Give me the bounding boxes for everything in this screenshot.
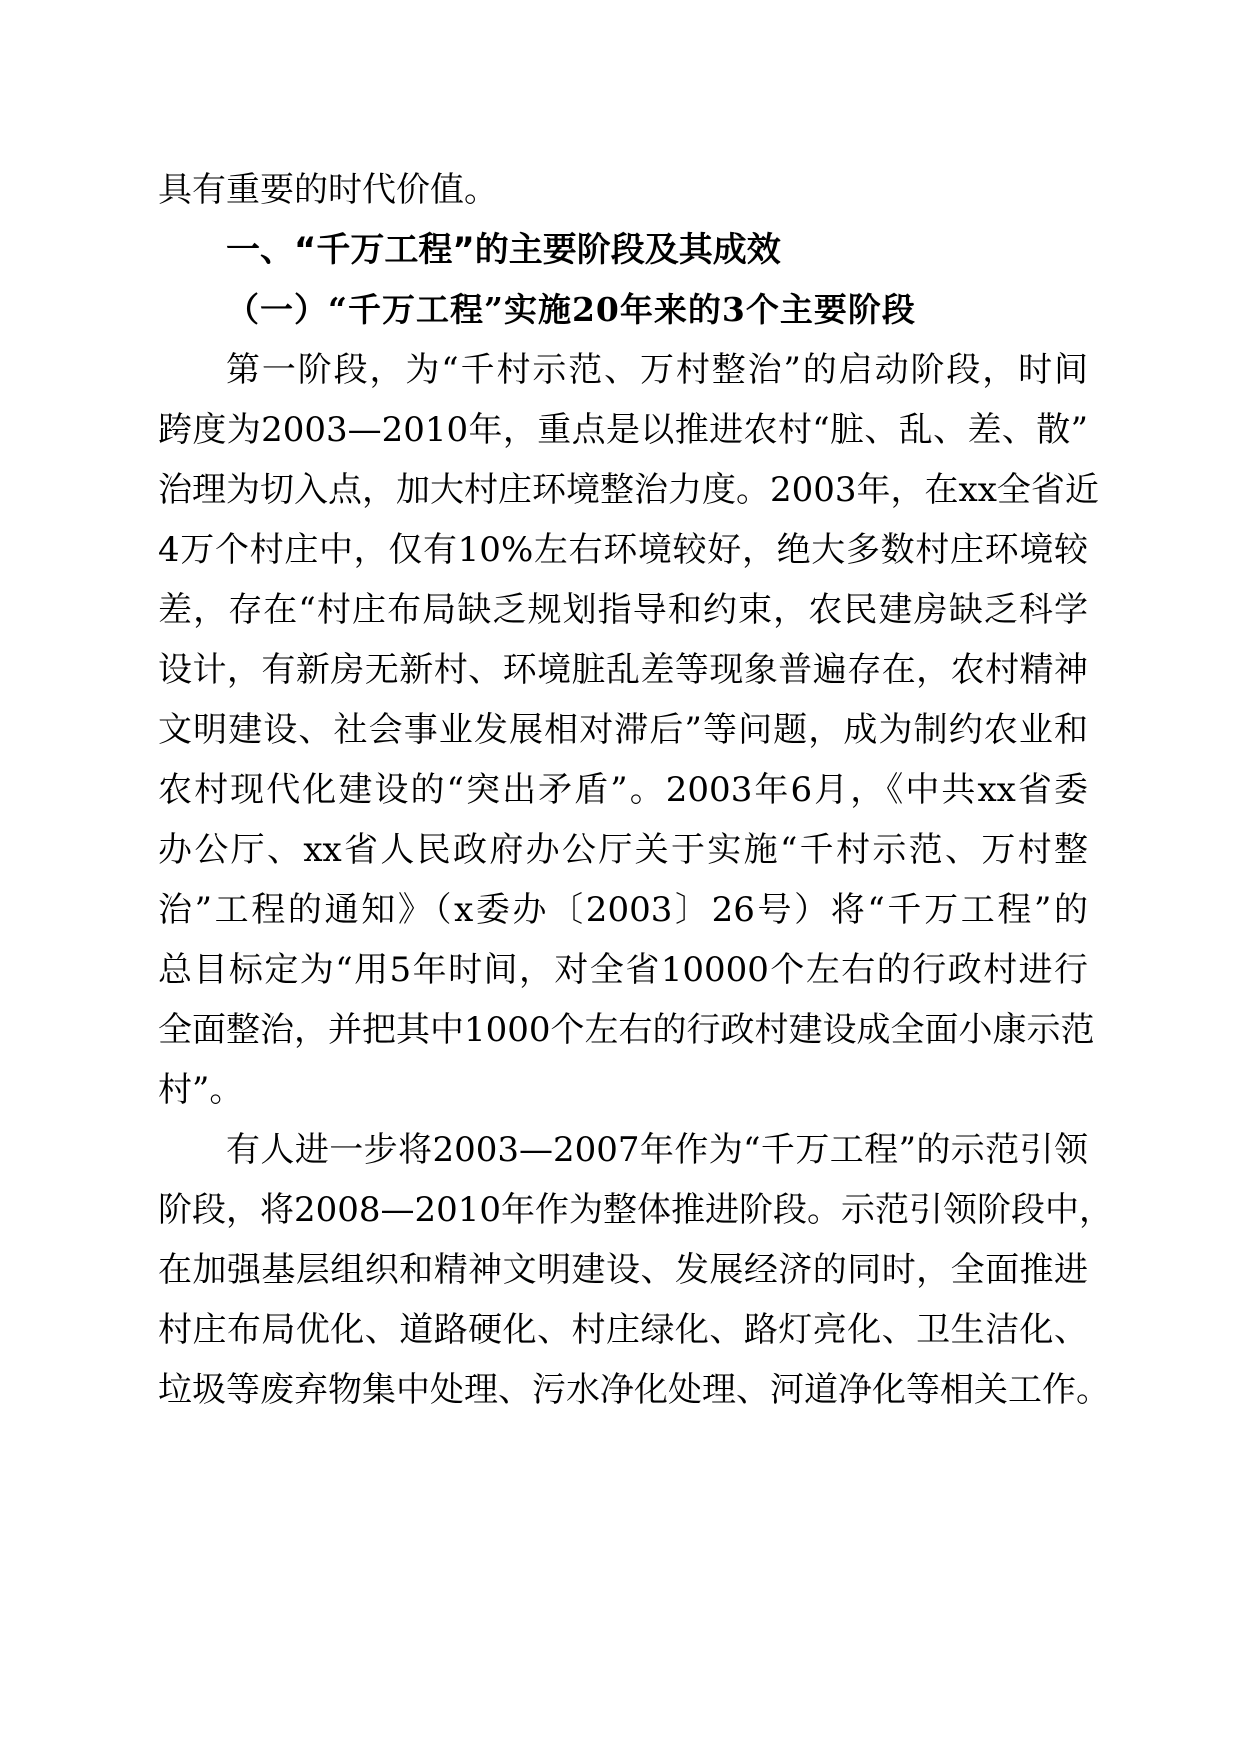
- paragraph-line: 垃圾等废弃物集中处理、污水净化处理、河道净化等相关工作。: [158, 1370, 1110, 1410]
- paragraph-line: 村”。: [158, 1070, 244, 1110]
- section-heading: 一、“千万工程”的主要阶段及其成效: [226, 230, 781, 270]
- paragraph-line: 4万个村庄中，仅有10%左右环境较好，绝大多数村庄环境较: [158, 530, 1088, 570]
- paragraph-line: 村庄布局优化、道路硬化、村庄绿化、路灯亮化、卫生洁化、: [158, 1310, 1088, 1350]
- paragraph-line: 在加强基层组织和精神文明建设、发展经济的同时，全面推进: [158, 1250, 1088, 1290]
- paragraph-line: 跨度为2003—2010年，重点是以推进农村“脏、乱、差、散”: [158, 410, 1088, 450]
- paragraph-line: 文明建设、社会事业发展相对滞后”等问题，成为制约农业和: [158, 710, 1088, 750]
- paragraph-line: 设计，有新房无新村、环境脏乱差等现象普遍存在，农村精神: [158, 650, 1088, 690]
- paragraph-line: 差，存在“村庄布局缺乏规划指导和约束，农民建房缺乏科学: [158, 590, 1088, 630]
- paragraph-line: 第一阶段，为“千村示范、万村整治”的启动阶段，时间: [226, 350, 1088, 390]
- paragraph-line: 治理为切入点，加大村庄环境整治力度。2003年，在xx全省近: [158, 470, 1099, 510]
- subsection-heading: （一）“千万工程”实施20年来的3个主要阶段: [226, 290, 916, 329]
- paragraph-line: 办公厅、xx省人民政府办公厅关于实施“千村示范、万村整: [158, 830, 1088, 870]
- paragraph-line: 治”工程的通知》（x委办〔2003〕26号）将“千万工程”的: [158, 890, 1088, 930]
- paragraph-line: 阶段，将2008—2010年作为整体推进阶段。示范引领阶段中，: [158, 1190, 1114, 1230]
- paragraph-line: 总目标定为“用5年时间，对全省10000个左右的行政村进行: [158, 950, 1088, 990]
- paragraph-line: 有人进一步将2003—2007年作为“千万工程”的示范引领: [226, 1130, 1088, 1170]
- paragraph-line: 农村现代化建设的“突出矛盾”。2003年6月，《中共xx省委: [158, 770, 1088, 810]
- paragraph-line: 全面整治，并把其中1000个左右的行政村建设成全面小康示范: [158, 1010, 1095, 1050]
- text-line: 具有重要的时代价值。: [158, 170, 498, 210]
